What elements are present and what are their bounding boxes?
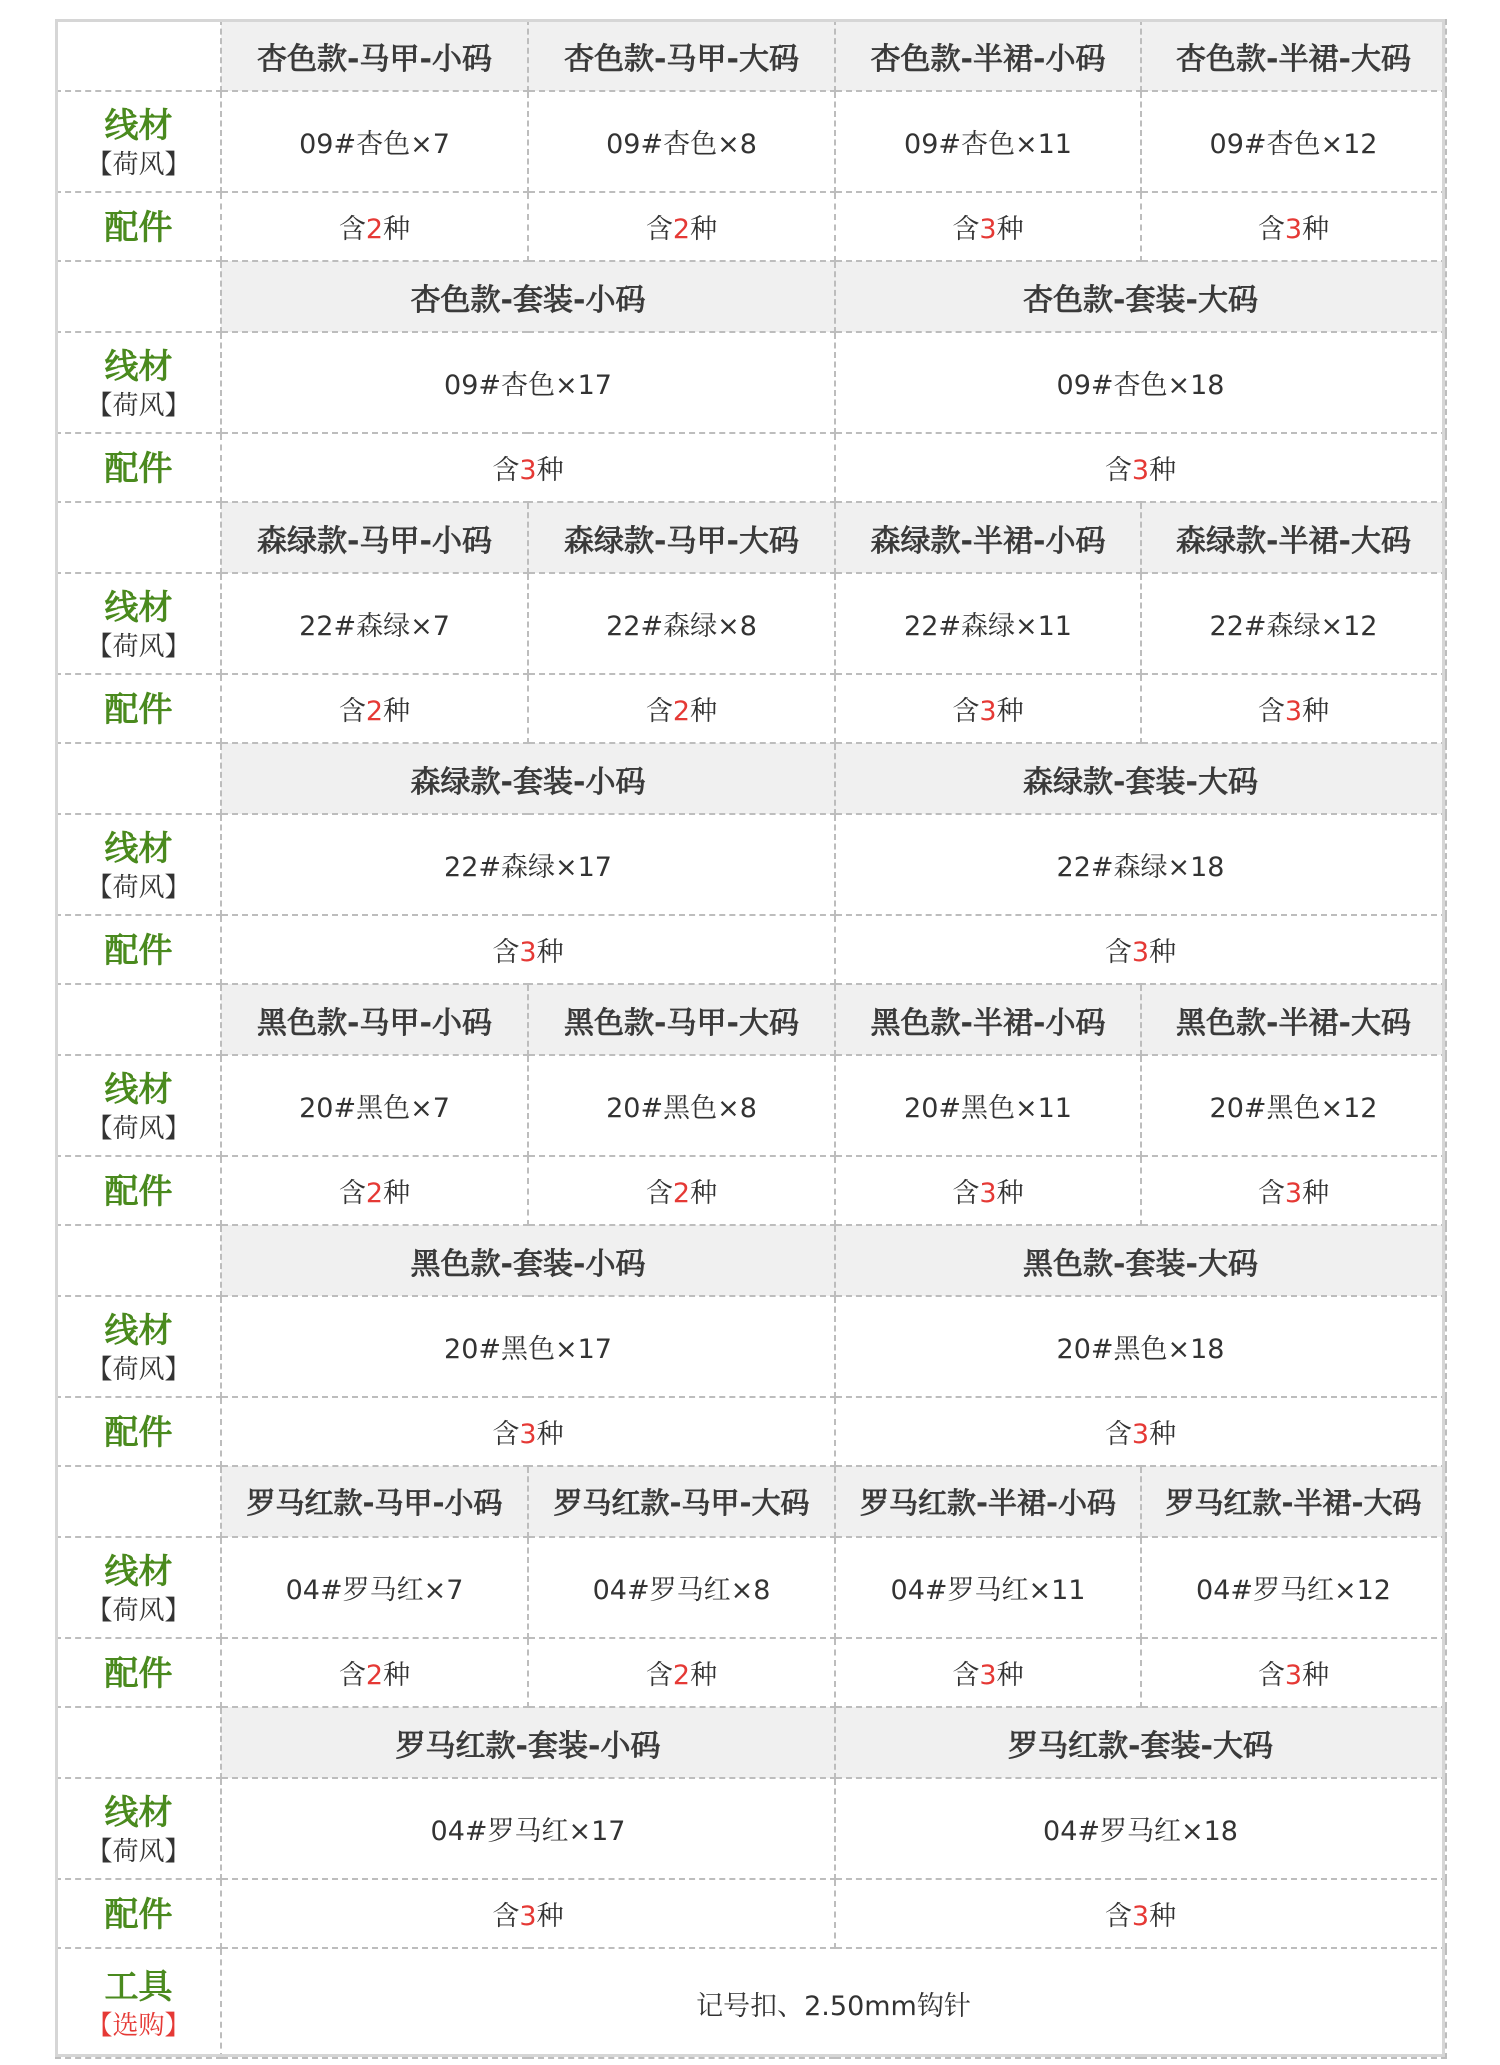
accessory-count: 3 [519,937,537,968]
accessory-count: 3 [979,214,997,245]
variant-title: 罗马红款-半裙-大码 [1141,1466,1446,1537]
accessory-prefix: 含 [645,214,673,245]
corner-cell [56,1466,221,1537]
row-label-main: 配件 [104,1894,173,1935]
material-row [56,1778,1446,1879]
material-value: 09#杏色×18 [1056,370,1225,401]
accessory-prefix: 含 [1257,1178,1285,1209]
variant-title: 杏色款-马甲-小码 [221,20,528,91]
accessory-value [339,696,410,727]
accessory-value [1258,696,1329,727]
accessory-count: 3 [519,1901,537,1932]
accessory-cell [528,192,835,261]
variant-title: 森绿款-马甲-小码 [221,502,528,573]
row-label [56,814,221,915]
accessory-suffix: 种 [1302,1660,1330,1691]
accessory-prefix: 含 [1104,937,1132,968]
accessory-suffix: 种 [383,1660,411,1691]
accessory-count: 3 [1131,937,1150,968]
accessory-suffix: 种 [536,1419,564,1450]
accessory-value [952,1660,1023,1691]
material-value: 20#黑色×17 [444,1334,612,1365]
material-row [56,1055,1446,1156]
variant-title: 黑色款-套装-小码 [221,1225,835,1296]
accessory-row [56,1638,1446,1707]
material-value: 04#罗马红×18 [1043,1816,1238,1847]
row-label [56,573,221,674]
accessory-cell [835,1879,1446,1948]
variant-title: 罗马红款-套装-小码 [221,1707,835,1778]
row-label [56,1156,221,1225]
material-cell [835,1296,1446,1397]
corner-cell [56,984,221,1055]
accessory-count: 3 [979,696,997,727]
material-cell [835,1055,1141,1156]
accessory-prefix: 含 [1104,455,1132,486]
material-cell [221,573,528,674]
row-label-main: 配件 [104,1653,173,1694]
material-row [56,573,1446,674]
variant-header-row [56,1225,1446,1296]
accessory-count: 2 [672,696,691,727]
material-value: 20#黑色×18 [1056,1334,1225,1365]
material-cell [1141,91,1446,192]
accessory-prefix: 含 [492,1419,520,1450]
accessory-prefix: 含 [492,1901,520,1932]
row-label-main: 线材 [104,587,173,628]
material-value: 04#罗马红×12 [1196,1575,1391,1606]
material-value: 09#杏色×12 [1209,129,1378,160]
accessory-count: 2 [365,696,384,727]
material-value: 20#黑色×8 [606,1093,757,1124]
row-label [56,433,221,502]
accessory-cell [221,1397,835,1466]
accessory-cell [835,1397,1446,1466]
material-value: 09#杏色×17 [444,370,612,401]
material-cell [835,91,1141,192]
accessory-suffix: 种 [1302,1178,1330,1209]
accessory-value [952,214,1023,245]
tools-row [56,1948,1446,2058]
material-cell [835,573,1141,674]
material-row [56,1296,1446,1397]
row-label [56,1948,221,2058]
material-cell [528,1537,835,1638]
material-cell [835,332,1446,433]
accessory-prefix: 含 [492,937,520,968]
accessory-suffix: 种 [996,696,1024,727]
accessory-value [646,696,717,727]
material-value: 04#罗马红×7 [285,1575,464,1606]
row-label-main: 配件 [104,448,173,489]
accessory-prefix: 含 [952,1660,980,1691]
accessory-cell [835,915,1446,984]
row-label-main: 配件 [104,930,173,971]
material-cell [528,1055,835,1156]
material-cell [221,1055,528,1156]
row-label-sub: 【荷风】 [86,1836,191,1867]
material-cell [221,1296,835,1397]
accessory-count: 2 [365,1660,384,1691]
accessory-cell [835,192,1141,261]
row-label [56,1537,221,1638]
accessory-prefix: 含 [1257,214,1285,245]
accessory-suffix: 种 [536,937,564,968]
accessory-value [1105,1419,1176,1450]
accessory-suffix: 种 [996,1660,1024,1691]
accessory-count: 3 [1284,696,1303,727]
material-value: 20#黑色×11 [904,1093,1072,1124]
accessory-suffix: 种 [1302,696,1330,727]
table-body [56,20,1446,2058]
accessory-value [1258,1660,1329,1691]
material-cell [221,91,528,192]
row-label-main: 线材 [104,828,173,869]
accessory-value [492,1419,563,1450]
accessory-cell [221,433,835,502]
row-label [56,1296,221,1397]
accessory-suffix: 种 [383,696,411,727]
accessory-suffix: 种 [536,455,564,486]
material-cell [221,1778,835,1879]
row-label-main: 配件 [104,1171,173,1212]
accessory-value [492,455,563,486]
row-label-main: 线材 [104,105,173,146]
row-label-sub: 【荷风】 [86,149,191,180]
corner-cell [56,1225,221,1296]
accessory-count: 3 [1284,1660,1303,1691]
accessory-count: 3 [519,455,537,486]
accessory-count: 3 [979,1660,997,1691]
accessory-prefix: 含 [1104,1419,1132,1450]
accessory-suffix: 种 [996,1178,1024,1209]
material-cell [835,1778,1446,1879]
variant-title: 杏色款-半裙-大码 [1141,20,1446,91]
accessory-count: 2 [672,1178,691,1209]
variant-title: 杏色款-半裙-小码 [835,20,1141,91]
material-cell [528,573,835,674]
row-label [56,1397,221,1466]
accessory-prefix: 含 [338,696,366,727]
accessory-value [646,1660,717,1691]
row-label [56,915,221,984]
row-label [56,91,221,192]
accessory-cell [835,1638,1141,1707]
accessory-count: 3 [1131,1419,1150,1450]
accessory-value [646,214,717,245]
variant-title: 罗马红款-马甲-大码 [528,1466,835,1537]
row-label-sub: 【选购】 [86,2011,191,2041]
accessory-value [952,1178,1023,1209]
material-value: 04#罗马红×17 [430,1816,626,1847]
tools-cell [221,1948,1446,2058]
variant-title: 黑色款-马甲-大码 [528,984,835,1055]
variant-title: 罗马红款-半裙-小码 [835,1466,1141,1537]
accessory-count: 2 [672,214,691,245]
variant-title: 杏色款-马甲-大码 [528,20,835,91]
material-value: 22#森绿×8 [606,611,757,642]
row-label-sub: 【荷风】 [86,872,191,903]
accessory-value [339,1660,410,1691]
row-label [56,1778,221,1879]
accessory-cell [835,433,1446,502]
accessory-suffix: 种 [1302,214,1330,245]
material-cell [221,814,835,915]
accessory-count: 3 [1284,214,1303,245]
corner-cell [56,1707,221,1778]
accessory-value [339,1178,410,1209]
row-label [56,1638,221,1707]
material-value: 22#森绿×18 [1056,852,1225,883]
variant-header-row [56,743,1446,814]
accessory-cell [835,674,1141,743]
accessory-suffix: 种 [536,1901,564,1932]
accessory-prefix: 含 [1257,696,1285,727]
row-label [56,192,221,261]
accessory-suffix: 种 [690,1660,718,1691]
accessory-cell [1141,1156,1446,1225]
variant-header-row [56,261,1446,332]
accessory-value [1105,1901,1176,1932]
materials-table [55,19,1447,2059]
variant-title: 杏色款-套装-大码 [835,261,1446,332]
row-label-main: 线材 [104,1310,173,1351]
accessory-count: 3 [519,1419,537,1450]
material-cell [1141,1537,1446,1638]
material-cell [1141,1055,1446,1156]
accessory-value [646,1178,717,1209]
accessory-cell [221,674,528,743]
material-cell [221,1537,528,1638]
row-label-main: 线材 [104,1551,173,1592]
accessory-count: 2 [365,214,384,245]
accessory-row [56,915,1446,984]
material-value: 20#黑色×7 [299,1093,450,1124]
material-row [56,814,1446,915]
material-cell [835,814,1446,915]
variant-title: 森绿款-套装-小码 [221,743,835,814]
corner-cell [56,261,221,332]
accessory-suffix: 种 [1149,455,1177,486]
row-label-sub: 【荷风】 [86,631,191,662]
accessory-prefix: 含 [492,455,520,486]
row-label-sub: 【荷风】 [86,1595,191,1626]
accessory-prefix: 含 [645,1660,673,1691]
accessory-suffix: 种 [996,214,1024,245]
row-label-sub: 【荷风】 [86,390,191,421]
accessory-row [56,1156,1446,1225]
material-value: 22#森绿×11 [904,611,1072,642]
accessory-suffix: 种 [690,696,718,727]
corner-cell [56,20,221,91]
accessory-suffix: 种 [383,214,411,245]
variant-header-row [56,1466,1446,1537]
accessory-cell [221,915,835,984]
material-value: 09#杏色×11 [904,129,1072,160]
tools-value: 记号扣、2.50mm钩针 [696,1990,971,2022]
corner-cell [56,502,221,573]
material-row [56,1537,1446,1638]
material-row [56,332,1446,433]
accessory-row [56,192,1446,261]
variant-title: 森绿款-马甲-大码 [528,502,835,573]
accessory-prefix: 含 [1257,1660,1285,1691]
accessory-suffix: 种 [1149,1901,1177,1932]
accessory-prefix: 含 [645,696,673,727]
accessory-suffix: 种 [690,1178,718,1209]
variant-header-row [56,984,1446,1055]
material-value: 20#黑色×12 [1209,1093,1378,1124]
accessory-cell [1141,674,1446,743]
row-label-main: 工具 [104,1967,173,2007]
accessory-prefix: 含 [338,214,366,245]
variant-title: 森绿款-半裙-小码 [835,502,1141,573]
accessory-count: 3 [979,1178,997,1209]
accessory-value [492,937,563,968]
accessory-cell [1141,1638,1446,1707]
accessory-count: 2 [672,1660,691,1691]
accessory-cell [835,1156,1141,1225]
accessory-value [492,1901,563,1932]
accessory-value [952,696,1023,727]
row-label-main: 线材 [104,346,173,387]
row-label [56,1879,221,1948]
row-label-main: 线材 [104,1069,173,1110]
row-label-main: 配件 [104,689,173,730]
accessory-count: 3 [1131,1901,1150,1932]
variant-title: 杏色款-套装-小码 [221,261,835,332]
accessory-suffix: 种 [1149,937,1177,968]
accessory-prefix: 含 [338,1660,366,1691]
variant-title: 黑色款-套装-大码 [835,1225,1446,1296]
accessory-prefix: 含 [952,1178,980,1209]
variant-title: 黑色款-半裙-大码 [1141,984,1446,1055]
accessory-row [56,433,1446,502]
accessory-prefix: 含 [952,696,980,727]
accessory-value [339,214,410,245]
accessory-value [1258,214,1329,245]
accessory-prefix: 含 [1104,1901,1132,1932]
row-label-main: 配件 [104,207,173,248]
material-value: 04#罗马红×8 [592,1575,771,1606]
material-row [56,91,1446,192]
variant-title: 森绿款-半裙-大码 [1141,502,1446,573]
accessory-suffix: 种 [1149,1419,1177,1450]
accessory-value [1105,937,1176,968]
material-value: 22#森绿×12 [1209,611,1378,642]
accessory-prefix: 含 [952,214,980,245]
material-cell [221,332,835,433]
accessory-value [1258,1178,1329,1209]
corner-cell [56,743,221,814]
row-label-main: 配件 [104,1412,173,1453]
material-cell [835,1537,1141,1638]
accessory-row [56,1397,1446,1466]
accessory-cell [221,1638,528,1707]
variant-title: 罗马红款-套装-大码 [835,1707,1446,1778]
variant-header-row [56,1707,1446,1778]
material-value: 09#杏色×8 [606,129,757,160]
row-label [56,674,221,743]
accessory-suffix: 种 [383,1178,411,1209]
accessory-cell [528,1156,835,1225]
accessory-count: 3 [1131,455,1150,486]
variant-title: 黑色款-半裙-小码 [835,984,1141,1055]
material-cell [1141,573,1446,674]
variant-title: 黑色款-马甲-小码 [221,984,528,1055]
material-value: 22#森绿×7 [299,611,450,642]
material-value: 09#杏色×7 [299,129,450,160]
accessory-suffix: 种 [690,214,718,245]
accessory-cell [221,192,528,261]
accessory-value [1105,455,1176,486]
accessory-cell [221,1156,528,1225]
variant-title: 罗马红款-马甲-小码 [221,1466,528,1537]
row-label-sub: 【荷风】 [86,1113,191,1144]
variant-header-row [56,20,1446,91]
accessory-row [56,674,1446,743]
material-value: 04#罗马红×11 [890,1575,1086,1606]
material-value: 22#森绿×17 [444,852,612,883]
row-label [56,332,221,433]
accessory-cell [221,1879,835,1948]
accessory-count: 2 [365,1178,384,1209]
accessory-prefix: 含 [338,1178,366,1209]
material-cell [528,91,835,192]
row-label-sub: 【荷风】 [86,1354,191,1385]
row-label [56,1055,221,1156]
row-label-main: 线材 [104,1792,173,1833]
accessory-cell [528,1638,835,1707]
variant-title: 森绿款-套装-大码 [835,743,1446,814]
accessory-prefix: 含 [645,1178,673,1209]
variant-header-row [56,502,1446,573]
accessory-cell [528,674,835,743]
accessory-count: 3 [1284,1178,1303,1209]
accessory-row [56,1879,1446,1948]
accessory-cell [1141,192,1446,261]
